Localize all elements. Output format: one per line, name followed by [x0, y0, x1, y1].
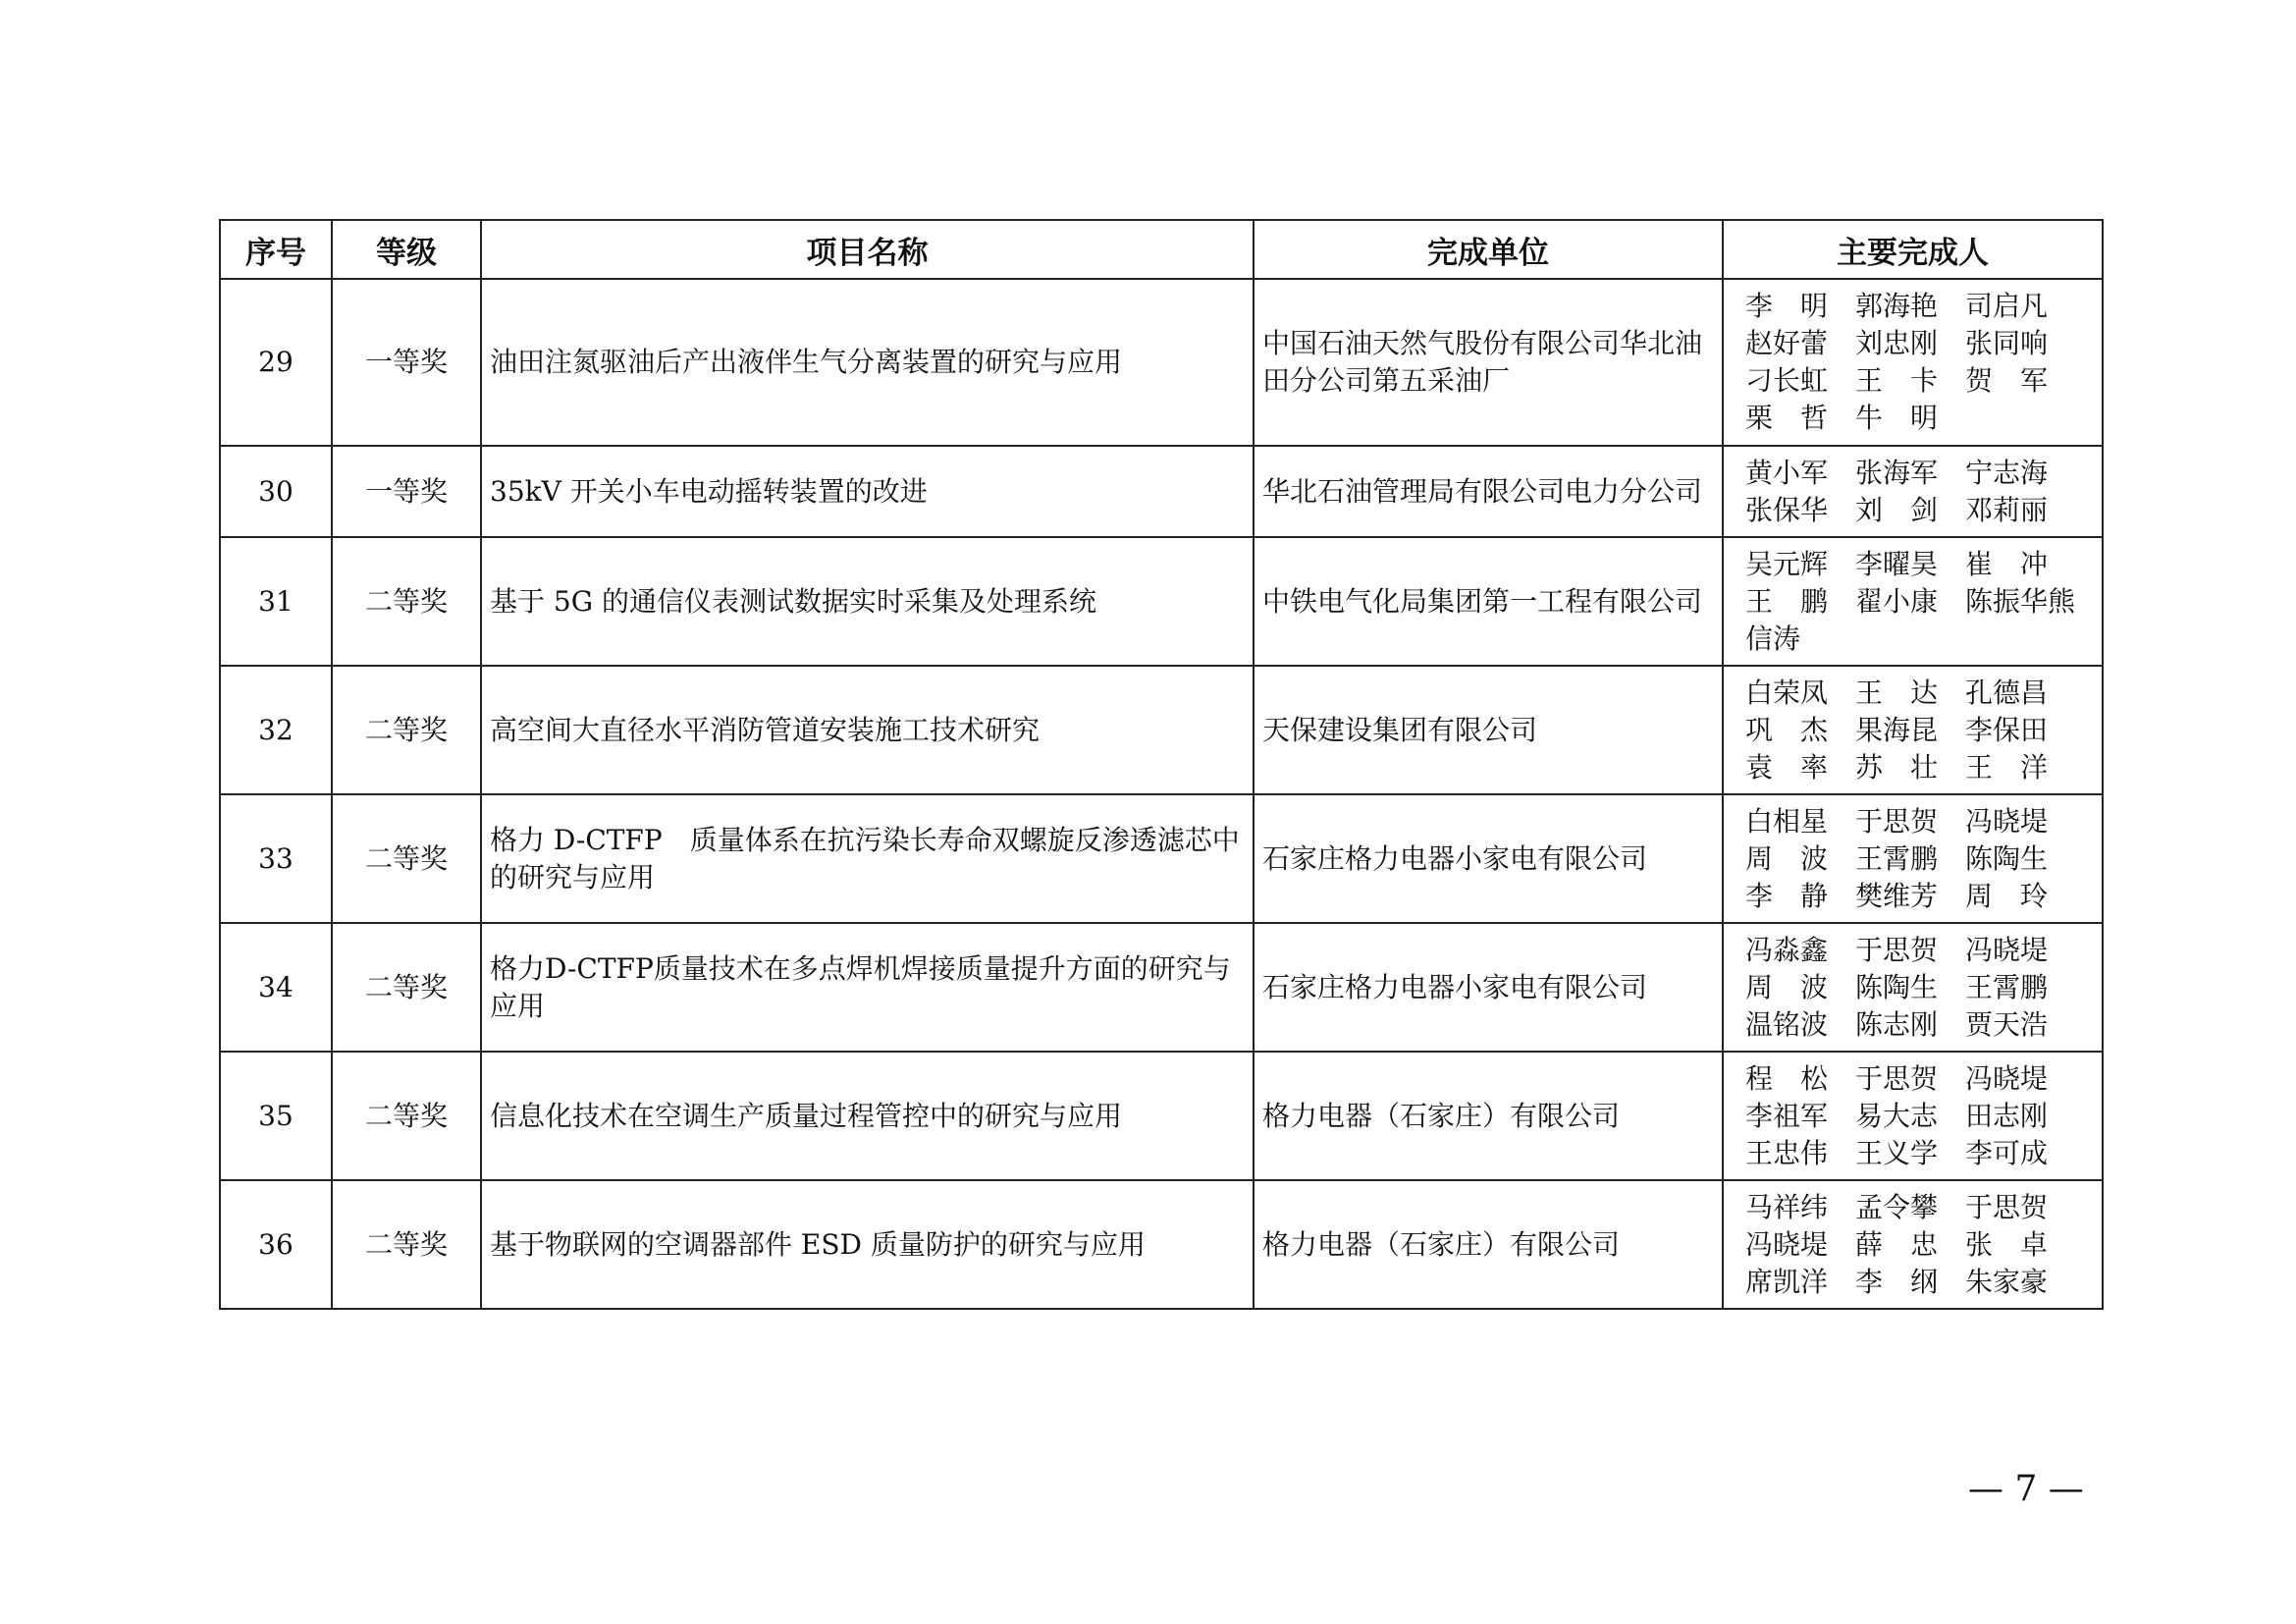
person-name: 樊维芳 — [1855, 879, 1939, 912]
person-name: 白相星 — [1745, 804, 1829, 838]
person-name: 王义学 — [1855, 1136, 1939, 1169]
row-grade: 二等奖 — [332, 537, 481, 666]
person-name: 陈振华熊 — [1965, 584, 2076, 618]
person-name: 马祥纬 — [1745, 1190, 1829, 1223]
person-name: 巩 杰 — [1745, 713, 1829, 746]
person-name: 李保田 — [1965, 713, 2049, 746]
row-people — [1723, 446, 2103, 537]
row-grade: 二等奖 — [332, 666, 481, 794]
person-name: 吴元辉 — [1745, 547, 1829, 580]
table-row — [220, 1180, 2103, 1309]
header-idx: 序号 — [220, 220, 332, 279]
person-name: 贾天浩 — [1965, 1007, 2049, 1041]
table-row — [220, 666, 2103, 794]
person-name: 周 波 — [1745, 841, 1829, 875]
row-people — [1723, 1180, 2103, 1309]
header-people: 主要完成人 — [1723, 220, 2103, 279]
row-project-name: 格力D-CTFP质量技术在多点焊机焊接质量提升方面的研究与应用 — [481, 923, 1254, 1052]
people-line — [1745, 840, 2096, 878]
header-unit: 完成单位 — [1254, 220, 1723, 279]
row-grade: 二等奖 — [332, 1180, 481, 1309]
header-row — [220, 220, 2103, 279]
person-name: 苏 壮 — [1855, 750, 1939, 784]
person-name: 席凯洋 — [1745, 1265, 1829, 1298]
person-name: 贺 军 — [1965, 364, 2049, 397]
person-name: 王 达 — [1855, 676, 1939, 709]
row-people — [1723, 279, 2103, 446]
person-name: 冯晓堤 — [1965, 933, 2049, 966]
row-unit: 华北石油管理局有限公司电力分公司 — [1254, 446, 1723, 537]
person-name: 信涛 — [1745, 622, 1801, 655]
row-index: 32 — [220, 666, 332, 794]
people-line — [1745, 325, 2096, 362]
person-name: 冯晓堤 — [1745, 1227, 1829, 1261]
person-name: 张保华 — [1745, 493, 1829, 526]
person-name: 李曜昊 — [1855, 547, 1939, 580]
people-line — [1745, 1189, 2096, 1226]
row-people — [1723, 666, 2103, 794]
table-row — [220, 446, 2103, 537]
people-line — [1745, 583, 2096, 621]
row-project-name: 基于物联网的空调器部件 ESD 质量防护的研究与应用 — [481, 1180, 1254, 1309]
person-name: 朱家豪 — [1965, 1265, 2049, 1298]
row-people — [1723, 1052, 2103, 1180]
person-name: 王 鹏 — [1745, 584, 1829, 618]
row-index: 29 — [220, 279, 332, 446]
person-name: 薛 忠 — [1855, 1227, 1939, 1261]
people-line — [1745, 1264, 2096, 1301]
person-name: 冯晓堤 — [1965, 1061, 2049, 1095]
people-line — [1745, 546, 2096, 583]
row-index: 31 — [220, 537, 332, 666]
table-row — [220, 923, 2103, 1052]
people-line — [1745, 1098, 2096, 1135]
person-name: 孟令攀 — [1855, 1190, 1939, 1223]
person-name: 陈志刚 — [1855, 1007, 1939, 1041]
row-project-name: 油田注氮驱油后产出液伴生气分离装置的研究与应用 — [481, 279, 1254, 446]
people-line — [1745, 675, 2096, 712]
table-row — [220, 1052, 2103, 1180]
row-unit: 石家庄格力电器小家电有限公司 — [1254, 794, 1723, 923]
person-name: 易大志 — [1855, 1099, 1939, 1132]
person-name: 黄小军 — [1745, 456, 1829, 489]
award-table — [219, 219, 2104, 1310]
row-unit: 天保建设集团有限公司 — [1254, 666, 1723, 794]
people-line — [1745, 932, 2096, 969]
people-line — [1745, 288, 2096, 325]
people-line — [1745, 749, 2096, 786]
row-grade: 二等奖 — [332, 1052, 481, 1180]
people-line — [1745, 621, 2096, 658]
row-grade: 二等奖 — [332, 923, 481, 1052]
people-line — [1745, 455, 2096, 492]
row-project-name: 格力 D-CTFP 质量体系在抗污染长寿命双螺旋反渗透滤芯中的研究与应用 — [481, 794, 1254, 923]
row-unit: 中国石油天然气股份有限公司华北油田分公司第五采油厂 — [1254, 279, 1723, 446]
person-name: 白荣凤 — [1745, 676, 1829, 709]
person-name: 张同响 — [1965, 327, 2049, 359]
person-name: 李可成 — [1965, 1136, 2049, 1169]
person-name: 张 卓 — [1965, 1227, 2049, 1261]
row-index: 36 — [220, 1180, 332, 1309]
row-project-name: 信息化技术在空调生产质量过程管控中的研究与应用 — [481, 1052, 1254, 1180]
person-name: 张海军 — [1855, 456, 1939, 489]
person-name: 赵好蕾 — [1745, 327, 1829, 359]
people-line — [1745, 1060, 2096, 1098]
person-name: 陈陶生 — [1965, 841, 2049, 875]
people-line — [1745, 362, 2096, 400]
person-name: 司启凡 — [1965, 290, 2049, 322]
person-name: 于思贺 — [1855, 1061, 1939, 1095]
person-name: 刘忠刚 — [1855, 327, 1939, 359]
person-name: 袁 率 — [1745, 750, 1829, 784]
person-name: 宁志海 — [1965, 456, 2049, 489]
person-name: 孔德昌 — [1965, 676, 2049, 709]
person-name: 刘 剑 — [1855, 493, 1939, 526]
row-grade: 一等奖 — [332, 279, 481, 446]
row-index: 33 — [220, 794, 332, 923]
row-unit: 格力电器（石家庄）有限公司 — [1254, 1052, 1723, 1180]
person-name: 王 洋 — [1965, 750, 2049, 784]
people-line — [1745, 878, 2096, 915]
person-name: 刁长虹 — [1745, 364, 1829, 397]
person-name: 李 静 — [1745, 879, 1829, 912]
person-name: 陈陶生 — [1855, 970, 1939, 1003]
person-name: 王 卡 — [1855, 364, 1939, 397]
table-row — [220, 794, 2103, 923]
row-people — [1723, 923, 2103, 1052]
people-line — [1745, 492, 2096, 529]
row-index: 34 — [220, 923, 332, 1052]
person-name: 温铭波 — [1745, 1007, 1829, 1041]
people-line — [1745, 712, 2096, 749]
row-project-name: 35kV 开关小车电动摇转装置的改进 — [481, 446, 1254, 537]
row-grade: 二等奖 — [332, 794, 481, 923]
people-line — [1745, 969, 2096, 1006]
row-index: 30 — [220, 446, 332, 537]
person-name: 程 松 — [1745, 1061, 1829, 1095]
person-name: 郭海艳 — [1855, 290, 1939, 322]
row-unit: 格力电器（石家庄）有限公司 — [1254, 1180, 1723, 1309]
row-people — [1723, 794, 2103, 923]
person-name: 李祖军 — [1745, 1099, 1829, 1132]
person-name: 王霄鹏 — [1855, 841, 1939, 875]
person-name: 果海昆 — [1855, 713, 1939, 746]
row-project-name: 高空间大直径水平消防管道安装施工技术研究 — [481, 666, 1254, 794]
person-name: 王忠伟 — [1745, 1136, 1829, 1169]
row-index: 35 — [220, 1052, 332, 1180]
person-name: 王霄鹏 — [1965, 970, 2049, 1003]
header-name: 项目名称 — [481, 220, 1254, 279]
person-name: 栗 哲 — [1745, 402, 1829, 434]
table-row — [220, 537, 2103, 666]
person-name: 周 玲 — [1965, 879, 2049, 912]
row-grade: 一等奖 — [332, 446, 481, 537]
person-name: 冯淼鑫 — [1745, 933, 1829, 966]
person-name: 邓莉丽 — [1965, 493, 2049, 526]
people-line — [1745, 400, 2096, 437]
people-line — [1745, 803, 2096, 840]
people-line — [1745, 1135, 2096, 1172]
person-name: 崔 冲 — [1965, 547, 2049, 580]
page-number: — 7 — — [1968, 1469, 2084, 1509]
row-unit: 石家庄格力电器小家电有限公司 — [1254, 923, 1723, 1052]
person-name: 于思贺 — [1855, 933, 1939, 966]
person-name: 周 波 — [1745, 970, 1829, 1003]
table-row — [220, 279, 2103, 446]
row-people — [1723, 537, 2103, 666]
people-line — [1745, 1006, 2096, 1044]
person-name: 田志刚 — [1965, 1099, 2049, 1132]
person-name: 于思贺 — [1855, 804, 1939, 838]
person-name: 李 纲 — [1855, 1265, 1939, 1298]
row-unit: 中铁电气化局集团第一工程有限公司 — [1254, 537, 1723, 666]
person-name: 冯晓堤 — [1965, 804, 2049, 838]
people-line — [1745, 1226, 2096, 1264]
person-name: 牛 明 — [1855, 402, 1939, 434]
row-project-name: 基于 5G 的通信仪表测试数据实时采集及处理系统 — [481, 537, 1254, 666]
header-grade: 等级 — [332, 220, 481, 279]
person-name: 翟小康 — [1855, 584, 1939, 618]
person-name: 李 明 — [1745, 290, 1829, 322]
person-name: 于思贺 — [1965, 1190, 2049, 1223]
